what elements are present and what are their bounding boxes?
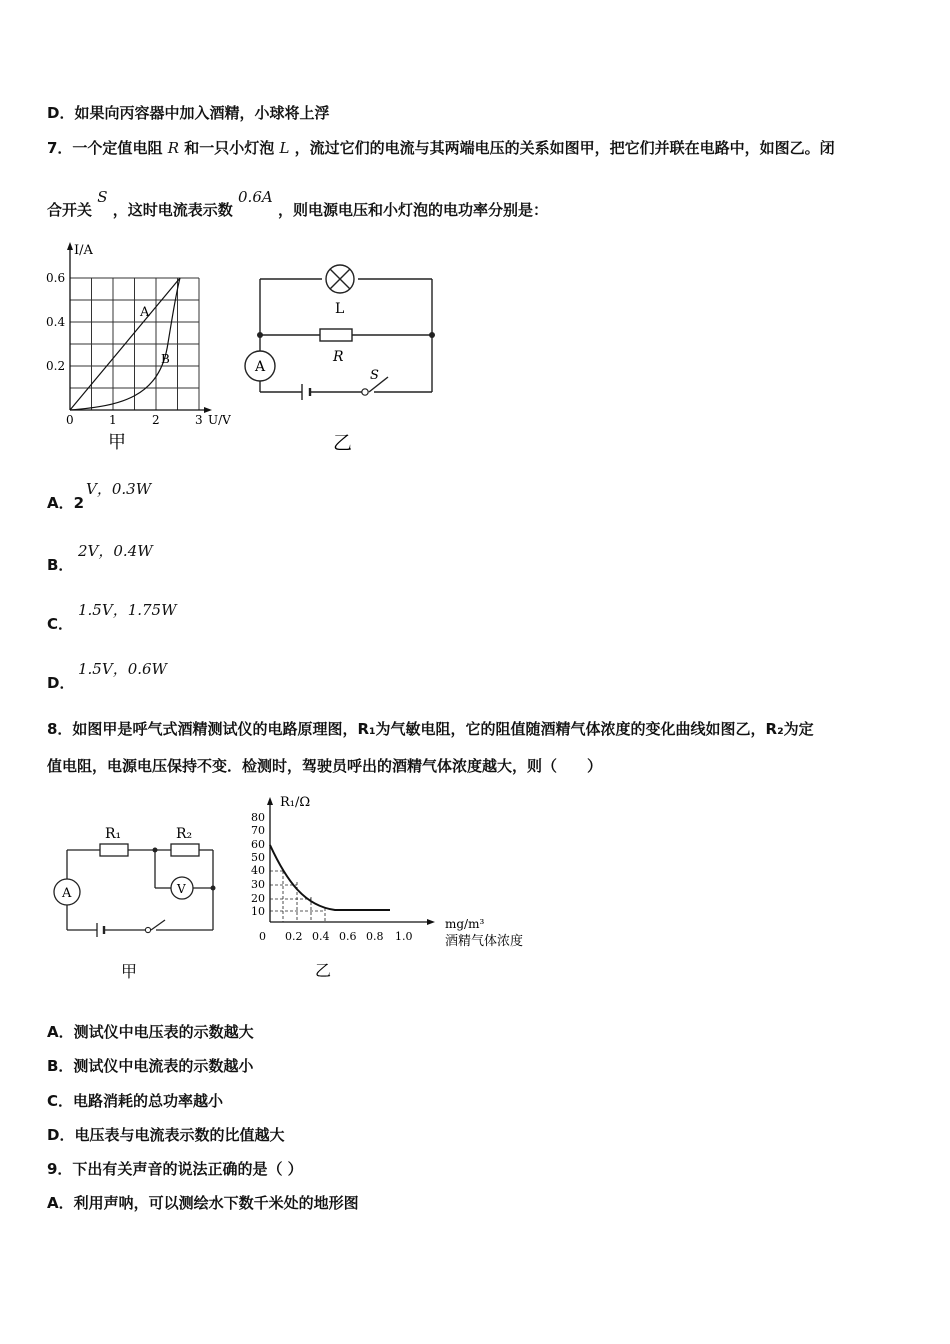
q8-r1-label: R₁ — [105, 826, 122, 842]
q8-x-tick: 0.2 — [285, 930, 303, 943]
q9-option-a: A．利用声呐，可以测绘水下数千米处的地形图 — [47, 1194, 359, 1212]
q8-resistance-graph — [245, 792, 555, 987]
q8-option-a: A．测试仪中电压表的示数越大 — [47, 1023, 254, 1041]
q7-stem-line2 — [47, 188, 548, 220]
q7-option-c-letter: C． — [47, 615, 74, 633]
q8-option-b: B．测试仪中电流表的示数越小 — [47, 1057, 254, 1075]
q6-option-d: D．如果向丙容器中加入酒精，小球将上浮 — [47, 104, 330, 122]
q8-y-tick: 80 — [251, 811, 265, 824]
q8-stem-line2: 值电阻，电源电压保持不变．检测时，驾驶员呼出的酒精气体浓度越大，则（ ） — [47, 757, 603, 775]
q8-switch-symbol — [145, 927, 150, 932]
q7-x-tick: 3 — [195, 413, 203, 427]
q8-y-tick: 40 — [251, 864, 265, 877]
q7-switch-label: S — [370, 368, 379, 383]
q7-y-tick: 0.2 — [46, 359, 66, 373]
q7-ammeter-label: A — [255, 359, 266, 375]
q7-circuit-caption: 乙 — [333, 432, 353, 454]
q7-symbol-l: L — [279, 139, 290, 157]
q7-x-tick: 1 — [109, 413, 117, 427]
q8-voltmeter-label: V — [177, 882, 186, 896]
q7-option-b-value: 2V，0.4W — [78, 542, 153, 560]
q7-iv-graph — [40, 238, 250, 458]
q7-y-tick: 0.4 — [46, 315, 66, 329]
q8-r1-curve — [270, 845, 390, 910]
q8-y-tick: 50 — [251, 851, 265, 864]
q8-y-tick: 30 — [251, 878, 265, 891]
q7-x-tick: 2 — [152, 413, 160, 427]
q7-stem-text-f: ，则电源电压和小灯泡的电功率分别是： — [277, 201, 548, 219]
q7-resistor-symbol — [320, 329, 352, 341]
q8-origin-label: 0 — [259, 930, 266, 943]
q8-circuit-caption: 甲 — [121, 962, 138, 981]
q8-option-c: C．电路消耗的总功率越小 — [47, 1092, 224, 1110]
q7-stem-text-c: ，流过它们的电流与其两端电压的关系如图甲，把它们并联在电路中，如图乙。闭 — [294, 139, 835, 157]
q7-y-axis-label: I/A — [74, 243, 93, 258]
q7-current-value: 0.6A — [238, 188, 273, 206]
q7-grid — [70, 278, 199, 410]
q8-x-tick: 0.6 — [339, 930, 357, 943]
q8-x-arrow — [427, 919, 435, 925]
q8-ammeter-label: A — [62, 886, 72, 901]
q8-y-tick: 10 — [251, 905, 265, 918]
q7-switch-symbol — [362, 389, 368, 395]
q8-x-tick: 0.4 — [312, 930, 330, 943]
q7-symbol-r: R — [167, 139, 179, 157]
q8-y-tick: 20 — [251, 892, 265, 905]
q7-lamp-label: L — [335, 301, 345, 317]
q7-stem-text-e: ，这时电流表示数 — [112, 201, 233, 219]
q7-stem-text-b: 和一只小灯泡 — [184, 139, 275, 157]
q7-option-d-value: 1.5V，0.6W — [78, 660, 167, 678]
q8-circuit — [45, 820, 225, 985]
q7-option-a-letter: A． — [47, 494, 74, 512]
q8-y-tick: 70 — [251, 824, 265, 837]
q8-dashed-grid — [270, 871, 325, 922]
q8-option-d: D．电压表与电流表示数的比值越大 — [47, 1126, 285, 1144]
q8-graph-caption: 乙 — [315, 961, 332, 980]
q8-r2-label: R₂ — [176, 826, 193, 842]
q8-x-unit: mg/m³ — [445, 917, 485, 931]
q7-symbol-s: S — [97, 188, 108, 206]
q7-option-a-lead: 2 — [73, 494, 85, 512]
q8-x-tick: 1.0 — [395, 930, 413, 943]
q7-option-c-value: 1.5V，1.75W — [78, 601, 177, 619]
q7-option-b-letter: B． — [47, 556, 74, 574]
q8-r2-symbol — [171, 844, 199, 856]
q8-y-tick: 60 — [251, 838, 265, 851]
q8-y-arrow — [267, 797, 273, 805]
q7-y-arrow — [67, 242, 73, 250]
q7-circuit — [240, 255, 450, 460]
q7-x-axis-label: U/V — [208, 413, 231, 427]
q8-x-tick: 0.8 — [366, 930, 384, 943]
q7-option-a — [47, 492, 84, 513]
q7-option-a-value: V，0.3W — [86, 480, 152, 498]
q7-y-tick: 0.6 — [46, 271, 66, 285]
q8-r1-symbol — [100, 844, 128, 856]
q8-x-axis-label: 酒精气体浓度 — [445, 934, 524, 949]
q9-stem: 9．下出有关声音的说法正确的是（ ） — [47, 1160, 303, 1178]
q7-option-d-letter: D． — [47, 674, 75, 692]
q7-stem-line1 — [47, 137, 835, 158]
q7-stem-text-a: 7．一个定值电阻 — [47, 139, 163, 157]
q8-stem-line1: 8．如图甲是呼气式酒精测试仪的电路原理图，R₁为气敏电阻，它的阻值随酒精气体浓度的变化曲线如图乙，R₂为定 — [47, 720, 814, 738]
q7-curve-b-label: B — [161, 352, 170, 366]
q7-stem-text-d: 合开关 — [47, 201, 93, 219]
q7-graph-caption: 甲 — [108, 432, 126, 453]
q7-x-tick: 0 — [66, 413, 74, 427]
q7-curve-a-label: A — [140, 305, 150, 320]
q8-y-axis-label: R₁/Ω — [280, 795, 311, 810]
q7-resistor-label: R — [333, 349, 344, 365]
